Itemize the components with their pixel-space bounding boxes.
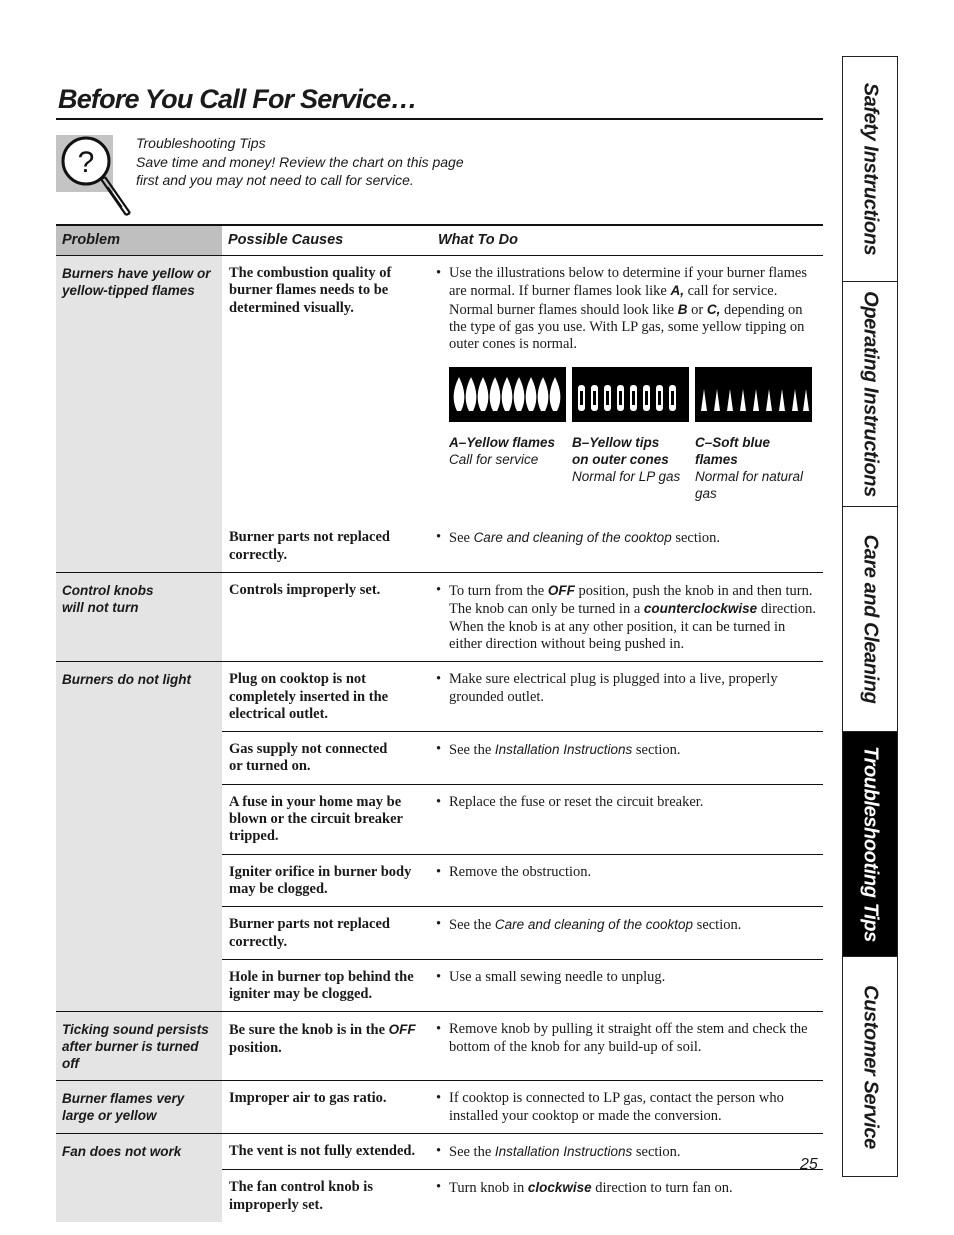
title-rule	[56, 118, 823, 120]
troubleshooting-table	[56, 224, 823, 1222]
cause-cell: Improper air to gas ratio.	[222, 1081, 432, 1134]
todo-cell: • See the Care and cleaning of the cooktop section.	[432, 907, 823, 960]
cause-cell: Burner parts not replaced correctly.	[222, 907, 432, 960]
todo-cell: • Remove the obstruction.	[432, 854, 823, 907]
todo-cell: • See Care and cleaning of the cooktop section.	[432, 520, 823, 572]
yellow-flames-image	[449, 367, 566, 422]
cause-cell: The fan control knob is improperly set.	[222, 1170, 432, 1222]
cause-cell: Burner parts not replaced correctly.	[229, 529, 390, 563]
yellow-tips-flames-image	[572, 367, 689, 422]
caption-b: B–Yellow tips on outer cones Normal for LP gas	[572, 435, 681, 485]
troubleshooting-intro	[136, 134, 464, 190]
cause-cell: Be sure the knob is in the OFF position.	[222, 1012, 432, 1081]
problem-cell: Fan does not work	[56, 1134, 222, 1222]
svg-text:?: ?	[77, 146, 95, 179]
header-causes: Possible Causes	[222, 225, 432, 256]
intro-line: first and you may not need to call for service.	[136, 172, 414, 188]
page-title: Before You Call For Service…	[58, 84, 417, 114]
problem-cell: Control knobs will not turn	[56, 573, 222, 662]
todo-cell: • To turn from the OFF position, push the knob in and then turn. The knob can only be turned in a counterclockwise direction. When the knob is at any other position, it can be turned in either direction without being pushed in.	[432, 573, 823, 662]
table-row	[56, 256, 823, 521]
cause-cell: Controls improperly set.	[222, 573, 432, 662]
problem-cell: Burner flames very large or yellow	[56, 1081, 222, 1134]
header-todo: What To Do	[432, 225, 823, 256]
cause-cell: Gas supply not connected or turned on.	[222, 732, 432, 785]
table-row	[56, 573, 823, 662]
caption-a: A–Yellow flames Call for service	[449, 435, 556, 468]
page-number: 25	[800, 1156, 818, 1173]
todo-cell: • Turn knob in clockwise direction to turn fan on.	[432, 1170, 823, 1222]
todo-cell: • Replace the fuse or reset the circuit breaker.	[432, 784, 823, 854]
tab-safety-instructions[interactable]: Safety Instructions	[843, 57, 897, 282]
tab-troubleshooting-tips[interactable]: Troubleshooting Tips	[843, 732, 897, 957]
cause-cell: A fuse in your home may be blown or the circuit breaker tripped.	[222, 784, 432, 854]
flame-illustrations	[449, 367, 819, 422]
table-row	[56, 1134, 823, 1170]
tab-customer-service[interactable]: Customer Service	[859, 984, 882, 1149]
todo-cell: • Remove knob by pulling it straight off the stem and check the bottom of the knob for any build-up of soil.	[432, 1012, 823, 1081]
intro-line: Save time and money! Review the chart on this page	[136, 153, 464, 170]
problem-cell: Burners do not light	[56, 662, 222, 1012]
tab-care-and-cleaning[interactable]: Care and Cleaning	[843, 507, 897, 732]
header-problem: Problem	[56, 225, 222, 256]
todo-cell: • See the Installation Instructions section.	[432, 1134, 823, 1170]
table-row	[56, 1012, 823, 1081]
todo-cell: • If cooktop is connected to LP gas, contact the person who installed your cooktop or made the conversion.	[432, 1081, 823, 1134]
todo-cell: • Make sure electrical plug is plugged into a live, properly grounded outlet.	[432, 662, 823, 732]
cause-cell: The vent is not fully extended.	[222, 1134, 432, 1170]
intro-line: Troubleshooting Tips	[136, 135, 266, 151]
cause-cell: Plug on cooktop is not completely inserted in the electrical outlet.	[222, 662, 432, 732]
cause-cell: Igniter orifice in burner body may be clogged.	[222, 854, 432, 907]
table-row	[56, 1081, 823, 1134]
flame-captions	[449, 434, 819, 502]
todo-cell: • Use the illustrations below to determine if your burner flames are normal. If burner flames look like A, call for service. Normal burner flames should look like B or C, depending on the type of gas you use. With LP gas, some yellow tipping on outer cones is normal. A–Yellow flames Call for service B–Yellow tips on outer cones Normal for LP gas C–Soft blue flames Normal for natural gas	[432, 256, 823, 521]
todo-cell: • Use a small sewing needle to unplug.	[432, 959, 823, 1012]
cause-cell: The combustion quality of burner flames needs to be determined visually.	[222, 256, 432, 521]
section-tabs	[842, 56, 898, 1177]
caption-c: C–Soft blue flames Normal for natural gas	[695, 435, 804, 502]
problem-cell: Burners have yellow or yellow-tipped flames	[56, 256, 222, 573]
tab-operating-instructions[interactable]: Operating Instructions	[843, 282, 897, 507]
table-row	[56, 662, 823, 732]
soft-blue-flames-image	[695, 367, 812, 422]
todo-cell: • See the Installation Instructions section.	[432, 732, 823, 785]
cause-cell: Hole in burner top behind the igniter may be clogged.	[222, 959, 432, 1012]
problem-cell: Ticking sound persists after burner is turned off	[56, 1012, 222, 1081]
question-magnifier-icon	[56, 135, 136, 220]
